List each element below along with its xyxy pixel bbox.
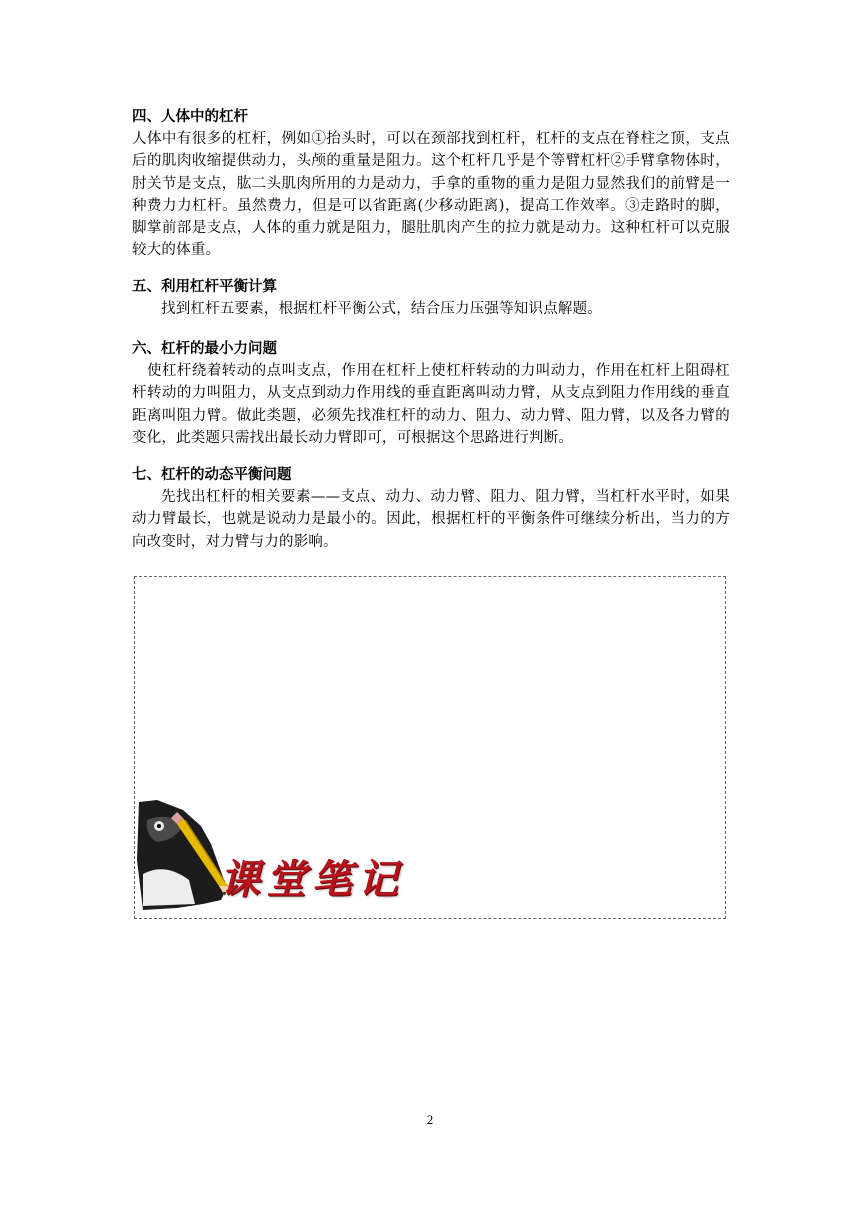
section-dynamic-balance <box>132 464 730 553</box>
section-body: 找到杠杆五要素，根据杠杆平衡公式，结合压力压强等知识点解题。 <box>161 301 602 317</box>
section-body: 人体中有很多的杠杆，例如①抬头时，可以在颈部找到杠杆，杠杆的支点在脊柱之顶，支点后的肌肉收缩提供动力，头颅的重量是阻力。这个杠杆几乎是个等臂杠杆②手臂拿物体时，肘关节是支点，肱二头肌肉所用的力是动力，手拿的重物的重力是阻力显然我们的前臂是一种费力力杠杆。虽然费力，但是可以省距离(少移动距离)，提高工作效率。③走路时的脚，脚掌前部是支点，人体的重力就是阻力，腿肚肌肉产生的拉力就是动力。这种杠杆可以克服较大的体重。 <box>132 131 730 259</box>
section-human-levers <box>132 106 730 262</box>
page-number: 2 <box>426 1112 434 1127</box>
notes-title: 课堂笔记 <box>220 856 404 903</box>
section-heading: 四、人体中的杠杆 <box>132 109 248 125</box>
section-min-force <box>132 338 730 449</box>
section-heading: 六、杠杆的最小力问题 <box>132 341 277 357</box>
section-body: 先找出杠杆的相关要素——支点、动力、动力臂、阻力、阻力臂，当杠杆水平时，如果动力臂最长，也就是说动力是最小的。因此，根据杠杆的平衡条件可继续分析出，当力的方向改变时，对力臂与力的影响。 <box>132 489 730 550</box>
section-body: 使杠杆绕着转动的点叫支点，作用在杠杆上使杠杆转动的力叫动力，作用在杠杆上阻碍杠杆转动的力叫阻力，从支点到动力作用线的垂直距离叫动力臂，从支点到阻力作用线的垂直距离叫阻力臂。做此类题，必须先找准杠杆的动力、阻力、动力臂、阻力臂，以及各力臂的变化，此类题只需找出最长动力臂即可，可根据这个思路进行判断。 <box>132 363 730 446</box>
section-lever-balance-calc <box>132 276 730 320</box>
section-heading: 七、杠杆的动态平衡问题 <box>132 467 292 483</box>
section-heading: 五、利用杠杆平衡计算 <box>132 279 277 295</box>
